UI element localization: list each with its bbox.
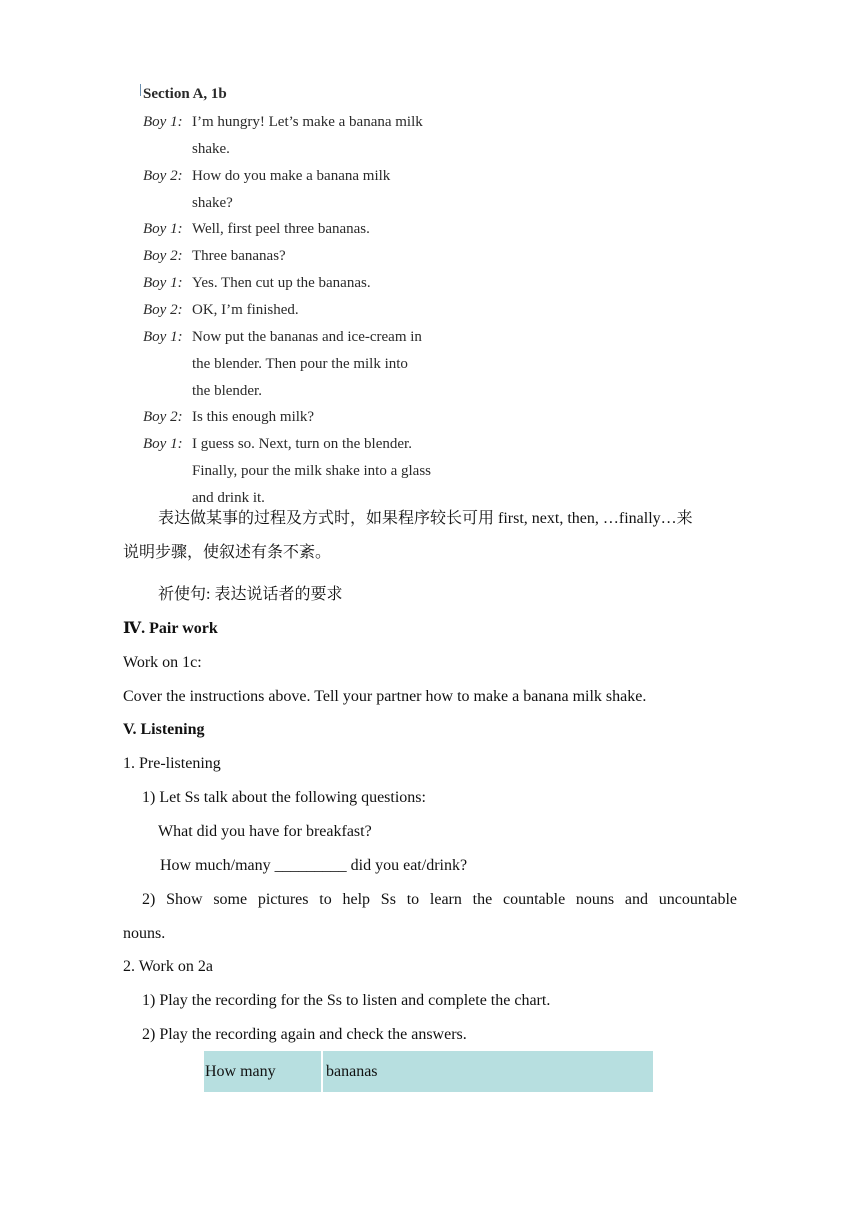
speaker-label: Boy 1: xyxy=(143,275,183,292)
dialogue-text: shake. xyxy=(192,140,230,157)
speaker-label: Boy 1: xyxy=(143,328,183,345)
listening-heading: V. Listening xyxy=(123,721,205,738)
table-cell-bananas: bananas xyxy=(326,1063,378,1080)
work-on-2a: 2. Work on 2a xyxy=(123,958,213,975)
pre-listening-item-1: 1) Let Ss talk about the following questions: xyxy=(142,789,426,806)
speaker-label: Boy 2: xyxy=(143,167,183,184)
speaker-label: Boy 2: xyxy=(143,409,183,426)
dialogue-text: I guess so. Next, turn on the blender. xyxy=(192,436,412,453)
table-cell-how-many: How many xyxy=(204,1051,323,1092)
dialogue-text: the blender. Then pour the milk into xyxy=(192,355,408,372)
step-2: 2) Play the recording again and check the answers. xyxy=(142,1026,467,1043)
speaker-label: Boy 1: xyxy=(143,436,183,453)
pair-work-heading: Ⅳ. Pair work xyxy=(123,620,218,637)
dialogue-text: the blender. xyxy=(192,382,262,399)
pair-work-instruction: Cover the instructions above. Tell your partner how to make a banana milk shake. xyxy=(123,688,647,705)
pre-listening-item-2-cont: nouns. xyxy=(123,925,166,942)
speaker-label: Boy 2: xyxy=(143,248,183,265)
note-sequence-words-cont: 说明步骤，使叙述有条不紊。 xyxy=(123,544,332,561)
dialogue-text: and drink it. xyxy=(192,489,265,506)
dialogue-text: Now put the bananas and ice-cream in xyxy=(192,328,422,345)
dialogue-text: Well, first peel three bananas. xyxy=(192,221,370,238)
speaker-label: Boy 1: xyxy=(143,221,183,238)
pre-listening: 1. Pre-listening xyxy=(123,755,221,772)
note-sequence-words: 表达做某事的过程及方式时，如果程序较长可用 first, next, then, …finally…来 xyxy=(158,510,693,527)
cursor-marker xyxy=(140,84,141,96)
speaker-label: Boy 2: xyxy=(143,301,183,318)
note-imperative: 祈使句: 表达说话者的要求 xyxy=(158,586,343,603)
excerpt-title: Section A, 1b xyxy=(143,86,227,102)
dialogue-text: Three bananas? xyxy=(192,248,286,265)
pre-listening-item-2: 2) Show some pictures to help Ss to learn the countable nouns and uncountable xyxy=(142,891,737,908)
dialogue-text: How do you make a banana milk xyxy=(192,167,391,184)
pair-work-task: Work on 1c: xyxy=(123,654,202,671)
dialogue-text: Yes. Then cut up the bananas. xyxy=(192,275,371,292)
dialogue-text: Is this enough milk? xyxy=(192,409,315,426)
question-1: What did you have for breakfast? xyxy=(158,823,372,840)
step-1: 1) Play the recording for the Ss to listen and complete the chart. xyxy=(142,992,551,1009)
question-2: How much/many _________ did you eat/drink? xyxy=(160,857,468,874)
dialogue-text: shake? xyxy=(192,194,233,211)
answer-chart xyxy=(204,1051,653,1092)
dialogue-text: OK, I’m finished. xyxy=(192,301,299,318)
speaker-label: Boy 1: xyxy=(143,114,183,130)
dialogue-text: Finally, pour the milk shake into a glass xyxy=(192,463,431,480)
dialogue-text: I’m hungry! Let’s make a banana milk xyxy=(192,114,423,130)
